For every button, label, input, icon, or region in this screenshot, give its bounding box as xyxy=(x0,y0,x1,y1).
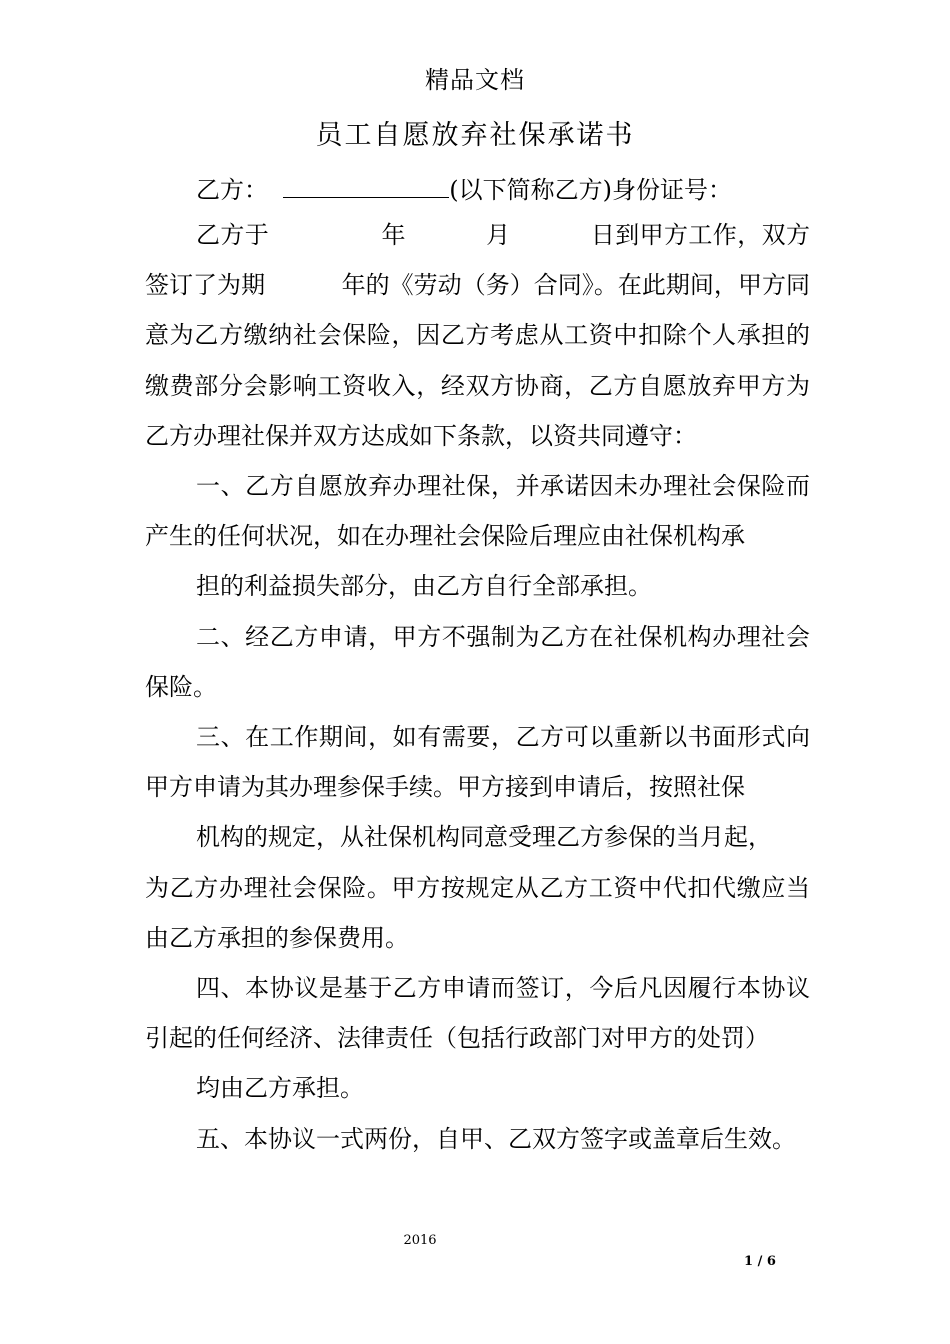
party-b-line xyxy=(196,170,732,205)
page-header: 精品文档 xyxy=(425,66,525,94)
clause-3: 三、在工作期间，如有需要，乙方可以重新以书面形式向甲方申请为其办理参保手续。甲方接到申请后，按照社保 xyxy=(145,723,810,802)
clause-4: 四、本协议是基于乙方申请而签订，今后凡因履行本协议引起的任何经济、法律责任（包括行政部门对甲方的处罚） xyxy=(145,974,810,1053)
footer-year: 2016 xyxy=(403,1233,437,1248)
clause-3-continued: 机构的规定，从社保机构同意受理乙方参保的当月起， xyxy=(196,823,772,852)
clause-4-continued: 均由乙方承担。 xyxy=(196,1074,364,1103)
document-title: 员工自愿放弃社保承诺书 xyxy=(315,120,635,151)
page-number: 1 / 6 xyxy=(744,1254,776,1269)
party-b-label: 乙方： xyxy=(196,176,268,204)
clause-1-continued: 担的利益损失部分，由乙方自行全部承担。 xyxy=(196,572,652,601)
party-b-name-blank xyxy=(283,177,449,198)
party-b-suffix: (以下简称乙方)身份证号： xyxy=(449,176,732,204)
clause-5: 五、本协议一式两份，自甲、乙双方签字或盖章后生效。 xyxy=(196,1124,796,1153)
intro-paragraph: 乙方于 年 月 日到甲方工作，双方签订了为期 年的《劳动（务）合同》。在此期间，甲方同意为乙方缴纳社会保险，因乙方考虑从工资中扣除个人承担的缴费部分会影响工资收入，经双方协商，乙方自愿放弃甲方为乙方办理社保并双方达成如下条款，以资共同遵守： xyxy=(145,221,810,450)
clause-1: 一、乙方自愿放弃办理社保，并承诺因未办理社会保险而产生的任何状况，如在办理社会保险后理应由社保机构承 xyxy=(145,472,810,551)
clause-2: 二、经乙方申请，甲方不强制为乙方在社保机构办理社会保险。 xyxy=(145,622,810,701)
clause-3-end: 为乙方办理社会保险。甲方按规定从乙方工资中代扣代缴应当由乙方承担的参保费用。 xyxy=(145,873,810,952)
document-body xyxy=(145,210,810,1164)
